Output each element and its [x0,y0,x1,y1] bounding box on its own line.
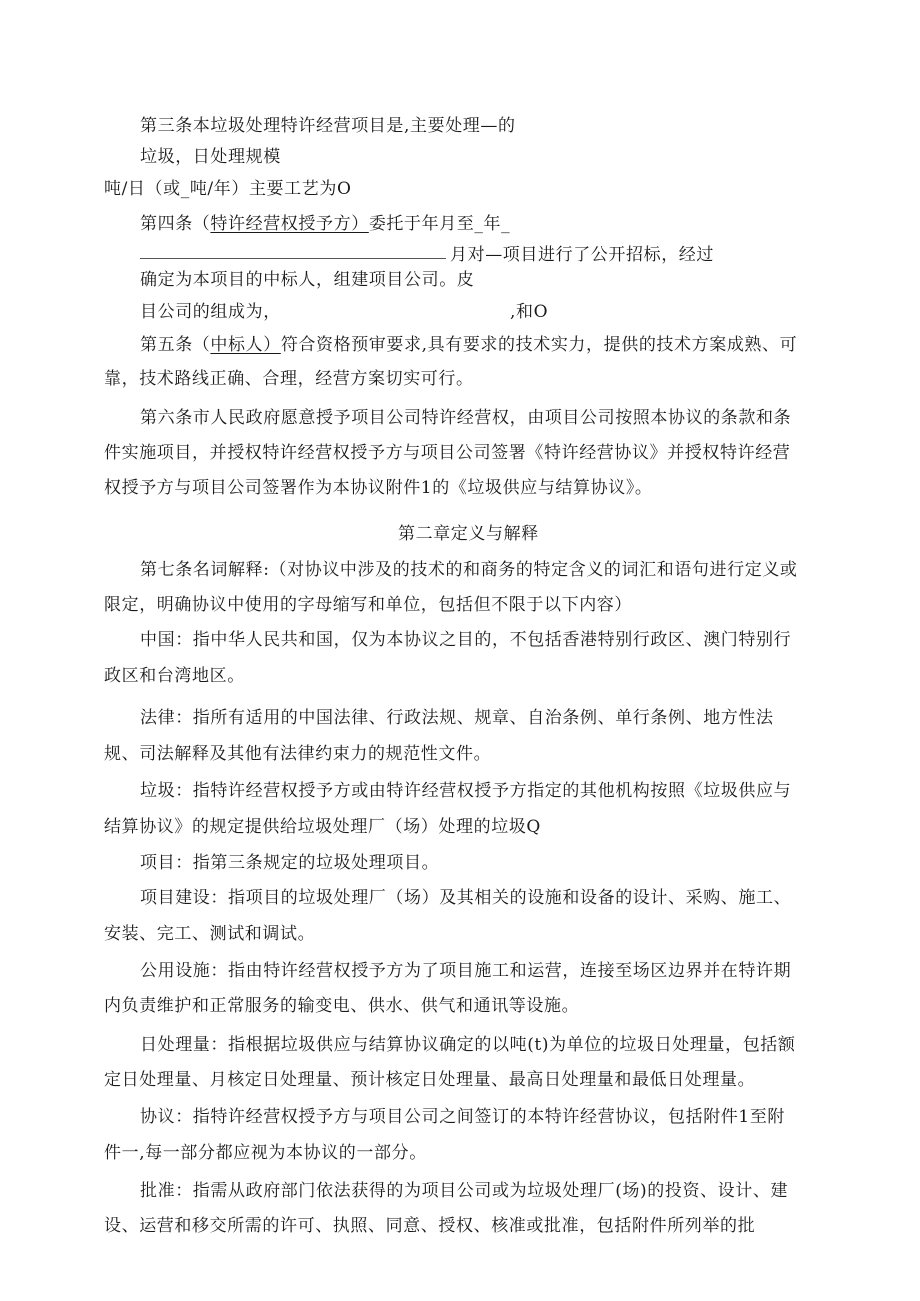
definition-approval-line-2: 设、运营和移交所需的许可、执照、同意、授权、核准或批准，包括附件所列举的批 [104,1216,756,1236]
article-4-line-3: 确定为本项目的中标人，组建项目公司。皮 [140,270,475,290]
article-4-line-4-end: ,和O [510,302,549,322]
definition-utilities-line-2: 内负责维护和正常服务的输变电、供水、供气和通讯等设施。 [104,996,580,1016]
definition-law-line-1: 法律：指所有适用的中国法律、行政法规、规章、自治条例、单行条例、地方性法 [140,708,774,728]
article-5-rest: 符合资格预审要求,具有要求的技术实力，提供的技术方案成熟、可 [280,335,798,355]
definition-agreement-line-2: 件一,每一部分都应视为本协议的一部分。 [104,1143,427,1163]
article-5-line-2: 靠，技术路线正确、合理，经营方案切实可行。 [104,369,474,389]
article-3-line-2: 垃圾，日处理规模 [140,147,281,167]
definition-construction-line-2: 安装、完工、测试和调试。 [104,924,316,944]
winning-bidder-underlined: 中标人） [210,335,281,355]
definition-waste-line-1: 垃圾：指特许经营权授予方或由特许经营权授予方指定的其他机构按照《垃圾供应与 [140,781,792,801]
article-6-line-2: 件实施项目，并授权特许经营权授予方与项目公司签署《特许经营协议》并授权特许经营 [104,443,791,463]
definition-china-line-2: 政区和台湾地区。 [104,666,245,686]
article-3-line-1: 第三条本垃圾处理特许经营项目是,主要处理—的 [140,116,516,136]
article-3-line-3: 吨/日（或_吨/年）主要工艺为O [104,179,352,199]
definition-construction-line-1: 项目建设：指项目的垃圾处理厂（场）及其相关的设施和设备的设计、采购、施工、 [140,888,792,908]
article-4-line-4: 目公司的组成为， [140,302,281,322]
definition-approval-line-1: 批准：指需从政府部门依法获得的为项目公司或为垃圾处理厂(场)的投资、设计、建 [140,1181,789,1201]
article-5-line-1 [140,333,797,357]
article-5-prefix: 第五条（ [140,335,211,355]
definition-china-line-1: 中国：指中华人民共和国，仅为本协议之目的，不包括香港特别行政区、澳门特别行 [140,630,792,650]
article-7-line-1: 第七条名词解释:（对协议中涉及的技术的和商务的特定含义的词汇和语句进行定义或 [140,560,798,580]
definition-waste-line-2: 结算协议》的规定提供给垃圾处理厂（场）处理的垃圾Q [104,817,541,837]
grantor-underlined: 特许经营权授予方） [210,214,369,234]
article-4-prefix: 第四条（ [140,214,211,234]
article-6-line-1: 第六条市人民政府愿意授予项目公司特许经营权，由项目公司按照本协议的条款和条 [140,408,792,428]
article-4-rest: 委托于年月至_年_ [368,214,511,234]
definition-project-line-1: 项目：指第三条规定的垃圾处理项目。 [140,853,440,873]
chapter-2-heading: 第二章定义与解释 [398,524,539,544]
definition-daily-capacity-line-2: 定日处理量、月核定日处理量、预计核定日处理量、最高日处理量和最低日处理量。 [104,1070,756,1090]
definition-agreement-line-1: 协议：指特许经营权授予方与项目公司之间签订的本特许经营协议，包括附件1至附 [140,1107,786,1127]
article-7-line-2: 限定，明确协议中使用的字母缩写和单位，包括但不限于以下内容） [104,595,632,615]
article-4-line-1 [140,212,510,236]
article-6-line-3: 权授予方与项目公司签署作为本协议附件1的《垃圾供应与结算协议》。 [104,478,653,498]
fill-in-blank-line [140,258,446,259]
article-4-line-2: 月对—项目进行了公开招标，经过 [450,245,714,265]
definition-daily-capacity-line-1: 日处理量：指根据垃圾供应与结算协议确定的以吨(t)为单位的垃圾日处理量，包括额 [140,1035,796,1055]
definition-law-line-2: 规、司法解释及其他有法律约束力的规范性文件。 [104,744,492,764]
definition-utilities-line-1: 公用设施：指由特许经营权授予方为了项目施工和运营，连接至场区边界并在特许期 [140,961,792,981]
